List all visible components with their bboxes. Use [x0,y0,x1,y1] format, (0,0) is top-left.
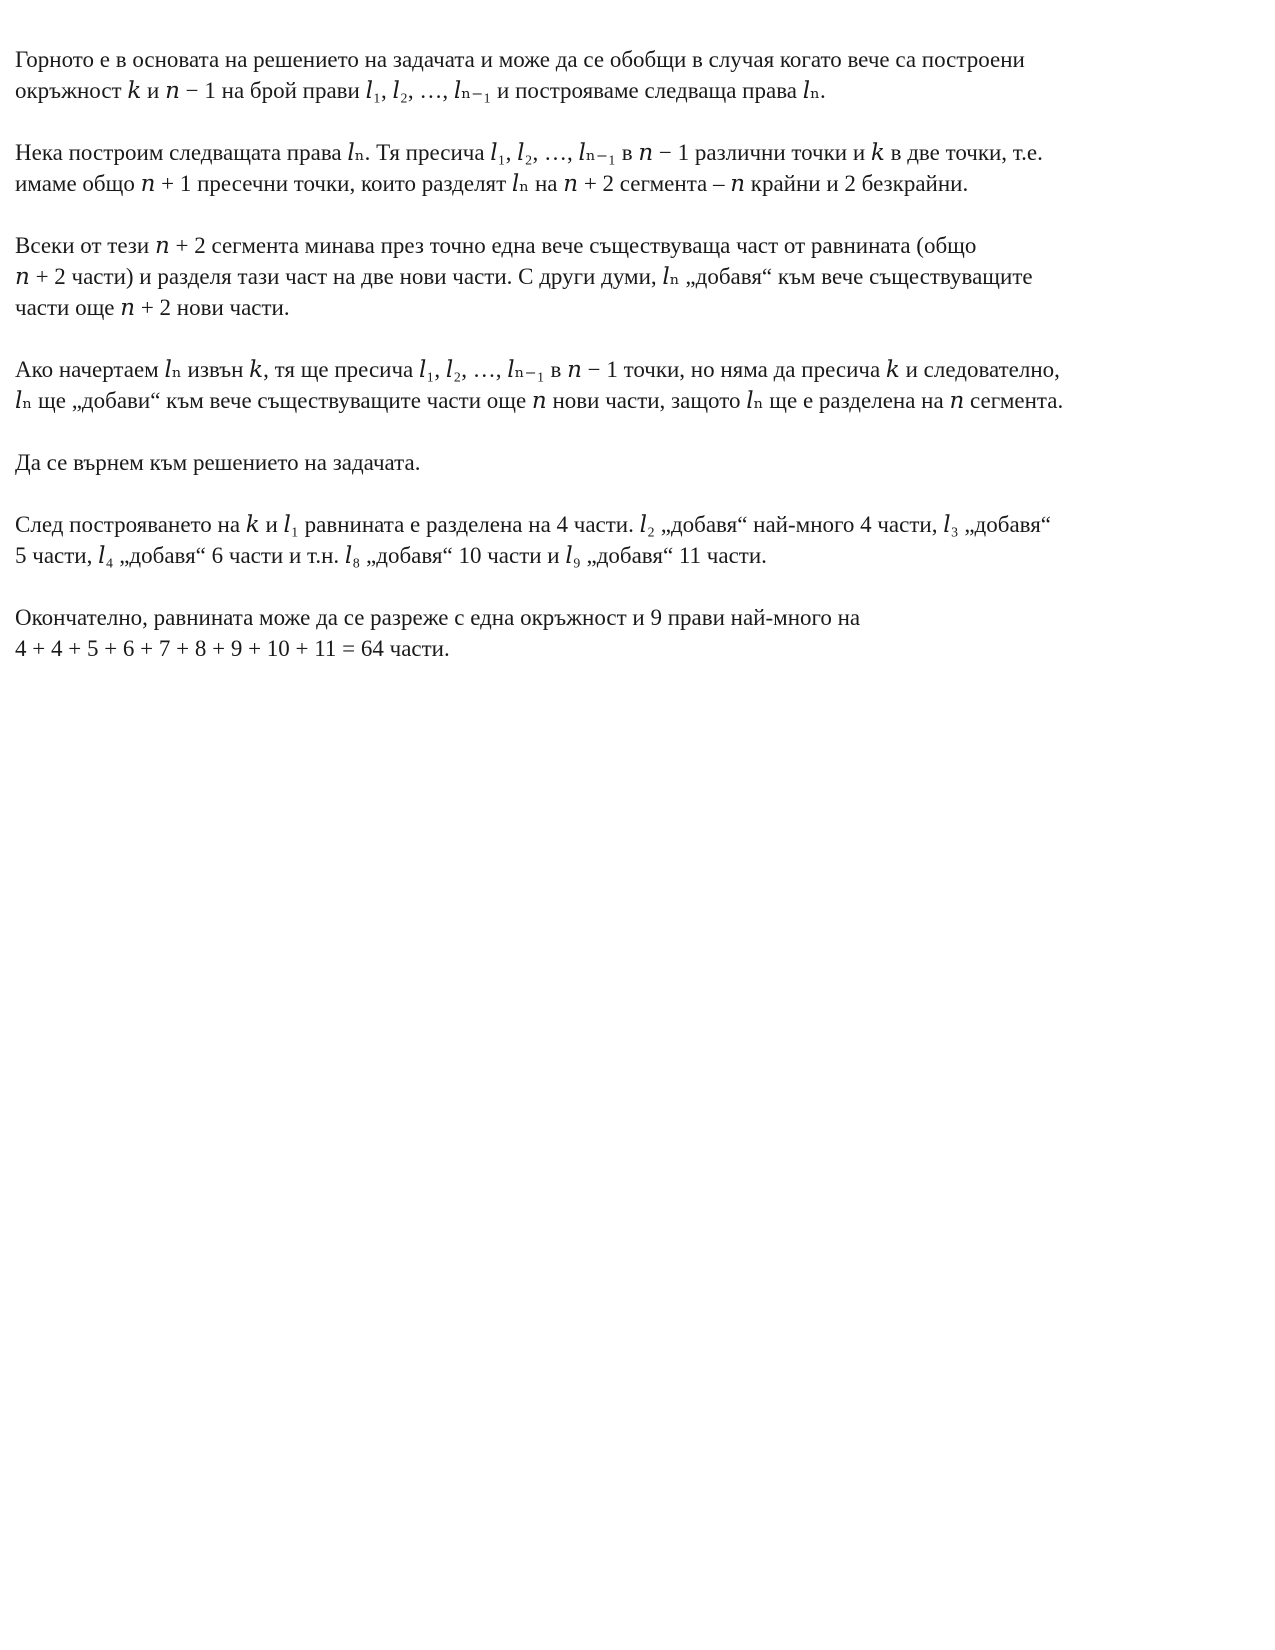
text-line: След построяването на 𝑘 и 𝑙₁ равнината е разделена на 4 части. 𝑙₂ „добавя“ най-много 4 части, 𝑙₃ „добавя“ [15,512,1051,537]
text-line: Да се върнем към решението на задачата. [15,450,421,475]
paragraph-counting [15,509,1265,571]
text-line: Всеки от тези 𝑛 + 2 сегмента минава през точно една вече съществуваща част от равнината (общо [15,233,977,258]
paragraph-segments [15,230,1265,323]
text-line: 5 части, 𝑙₄ „добавя“ 6 части и т.н. 𝑙₈ „добавя“ 10 части и 𝑙₉ „добавя“ 11 части. [15,543,767,568]
document-page [15,44,1265,695]
text-line: имаме общо 𝑛 + 1 пресечни точки, които разделят 𝑙ₙ на 𝑛 + 2 сегмента – 𝑛 крайни и 2 безкрайни. [15,171,969,196]
text-line: Нека построим следващата права 𝑙ₙ. Тя пресича 𝑙₁, 𝑙₂, …, 𝑙ₙ₋₁ в 𝑛 − 1 различни точки и 𝑘 в две точки, т.е. [15,140,1043,165]
text-line: части още 𝑛 + 2 нови части. [15,295,290,320]
text-line: окръжност 𝑘 и 𝑛 − 1 на брой прави 𝑙₁, 𝑙₂, …, 𝑙ₙ₋₁ и построяваме следваща права 𝑙ₙ. [15,78,826,103]
text-line: Горното е в основата на решението на задачата и може да се обобщи в случая когато вече са построени [15,47,1025,72]
paragraph-return [15,447,1265,478]
paragraph-generalization [15,44,1265,106]
text-line: 𝑛 + 2 части) и разделя тази част на две нови части. С други думи, 𝑙ₙ „добавя“ към вече съществуващите [15,264,1033,289]
paragraph-outside-circle [15,354,1265,416]
text-line: Ако начертаем 𝑙ₙ извън 𝑘, тя ще пресича 𝑙₁, 𝑙₂, …, 𝑙ₙ₋₁ в 𝑛 − 1 точки, но няма да пресича 𝑘 и следователно, [15,357,1060,382]
text-line: Окончателно, равнината може да се разреже с една окръжност и 9 прави най-много на [15,605,861,630]
text-line: 4 + 4 + 5 + 6 + 7 + 8 + 9 + 10 + 11 = 64 части. [15,636,450,661]
paragraph-conclusion [15,602,1265,664]
text-line: 𝑙ₙ ще „добави“ към вече съществуващите части още 𝑛 нови части, защото 𝑙ₙ ще е разделена на 𝑛 сегмента. [15,388,1064,413]
paragraph-construct-line [15,137,1265,199]
